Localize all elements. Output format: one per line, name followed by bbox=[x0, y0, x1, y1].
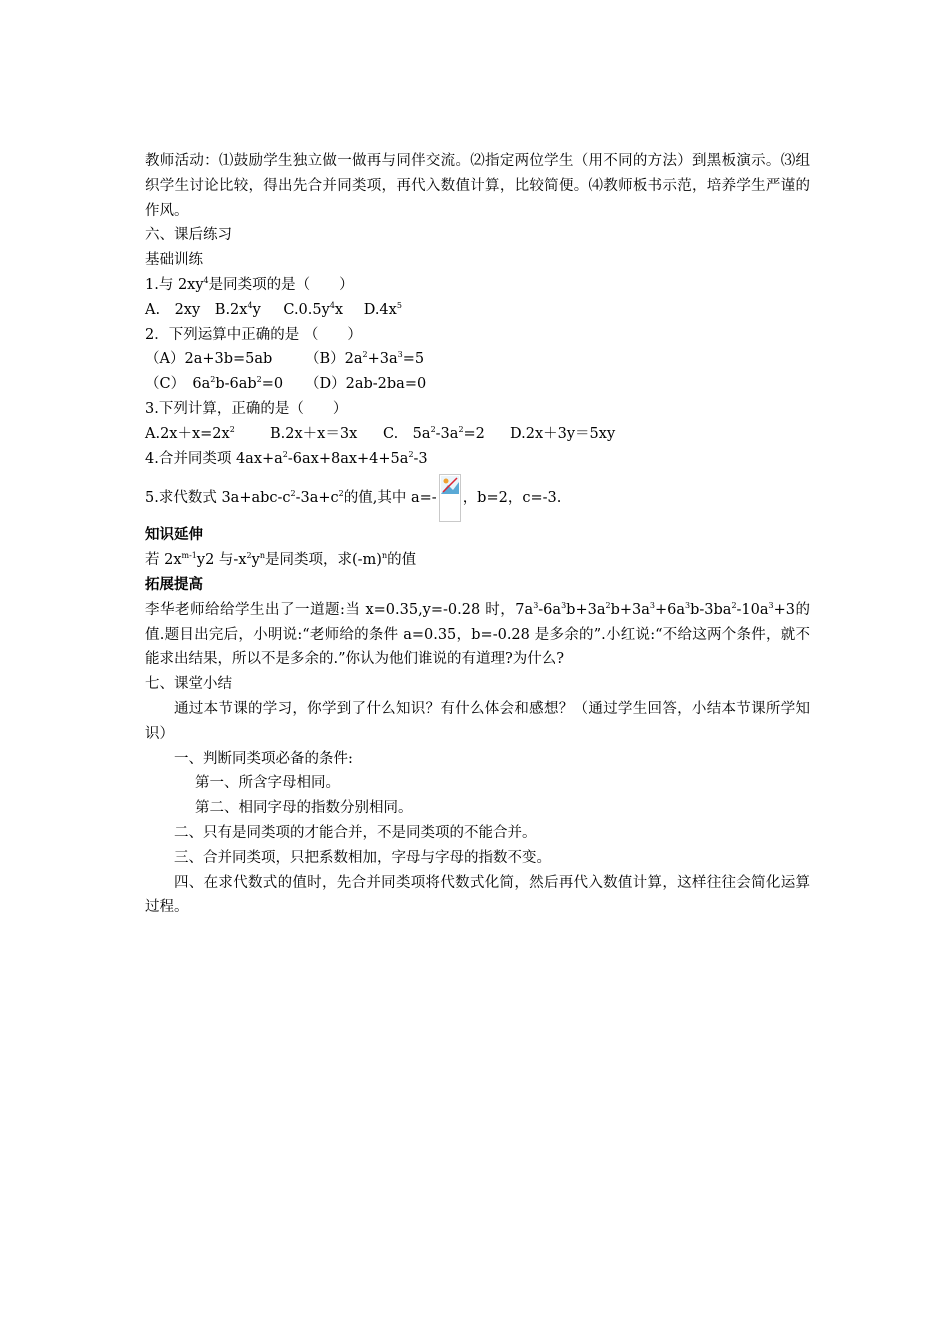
extension-improvement-question: 李华老师给给学生出了一道题:当 x=0.35,y=-0.28 时，$7a^3-6a^3b+3a^2b+3a^3+6a^3b-3ba^2-10a^3+3$的值.题目出完后，小明说:“老师给的条件 a=0.35，b=-0.28 是多余的”.小红说:“不给这两个条件，就不能求出结果，所以不是多余的.”你认为他们谁说的有道理?为什么? bbox=[145, 600, 810, 668]
q3-option-d: D.2x＋3y＝5xy bbox=[510, 425, 616, 442]
q3-option-a: $A.2x+x=2x^2$ bbox=[145, 424, 235, 442]
teacher-activity-paragraph: 教师活动：⑴鼓励学生独立做一做再与同伴交流。⑵指定两位学生（用不同的方法）到黑板演示。⑶组织学生讨论比较，得出先合并同类项，再代入数值计算，比较简便。⑷教师板书示范，培养学生严谨的作风。 bbox=[145, 153, 810, 219]
question-3-stem: 3.下列计算，正确的是（ ） bbox=[145, 400, 348, 417]
document-body bbox=[145, 149, 810, 920]
q2-option-b: $(B)2a^2+3a^3=5$ bbox=[305, 350, 425, 368]
summary-point-1b: 第二、相同字母的指数分别相同。 bbox=[195, 800, 413, 817]
question-5: 5.求代数式 $3a+abc-c^2-3a+c^2$的值,其中 a=- ，b=2，c=-3. bbox=[145, 473, 810, 523]
q1-option-d: $D.4x^5$ bbox=[363, 300, 402, 318]
summary-point-1a: 第一、所含字母相同。 bbox=[195, 775, 340, 792]
q1-option-c: $C.0.5y^4x$ bbox=[283, 300, 344, 318]
question-2-options-cd bbox=[145, 372, 810, 397]
basic-training-heading: 基础训练 bbox=[145, 252, 203, 269]
q2-option-c: （C） $6a^2b-6ab^2=0$ bbox=[145, 375, 284, 393]
broken-image-icon bbox=[439, 474, 461, 522]
question-2-stem: 2．下列运算中正确的是 （ ） bbox=[145, 326, 362, 343]
summary-intro: 通过本节课的学习，你学到了什么知识？有什么体会和感想？（通过学生回答，小结本节课所学知识） bbox=[145, 700, 810, 742]
q1-option-a: A. 2xy bbox=[145, 301, 201, 318]
section-7-heading: 七、课堂小结 bbox=[145, 676, 232, 693]
summary-point-2: 二、只有是同类项的才能合并，不是同类项的不能合并。 bbox=[174, 824, 537, 841]
question-2-options-ab bbox=[145, 347, 810, 372]
section-6-heading: 六、课后练习 bbox=[145, 227, 232, 244]
q3-option-b: B.2x＋x＝3x bbox=[270, 425, 358, 442]
summary-point-4: 四、在求代数式的值时，先合并同类项将代数式化简，然后再代入数值计算，这样往往会简化运算过程。 bbox=[145, 874, 810, 916]
knowledge-extension-heading: 知识延伸 bbox=[145, 527, 203, 544]
question-4: 4.合并同类项 $4ax+a^2-6ax+8ax+4+5a^2-3$ bbox=[145, 449, 428, 467]
question-1-options bbox=[145, 298, 810, 323]
question-1-stem: 1.与 $2xy^4$是同类项的是（ ） bbox=[145, 275, 354, 293]
q2-option-a: （A）2a+3b=5ab bbox=[145, 351, 273, 368]
knowledge-extension-question: 若 $2x^{m-1}y2$ 与$-x^2y^n$是同类项，求$(-m)^n$的值 bbox=[145, 551, 417, 569]
q3-option-c: C. $5a^2-3a^2=2$ bbox=[383, 424, 485, 442]
q1-option-b: $B.2x^4y$ bbox=[214, 300, 261, 318]
q2-option-d: （D）2ab-2ba=0 bbox=[305, 376, 427, 393]
summary-point-1: 一、判断同类项必备的条件: bbox=[174, 750, 353, 767]
summary-point-3: 三、合并同类项，只把系数相加，字母与字母的指数不变。 bbox=[174, 849, 551, 866]
question-3-options bbox=[145, 422, 810, 447]
extension-improvement-heading: 拓展提高 bbox=[145, 576, 203, 593]
